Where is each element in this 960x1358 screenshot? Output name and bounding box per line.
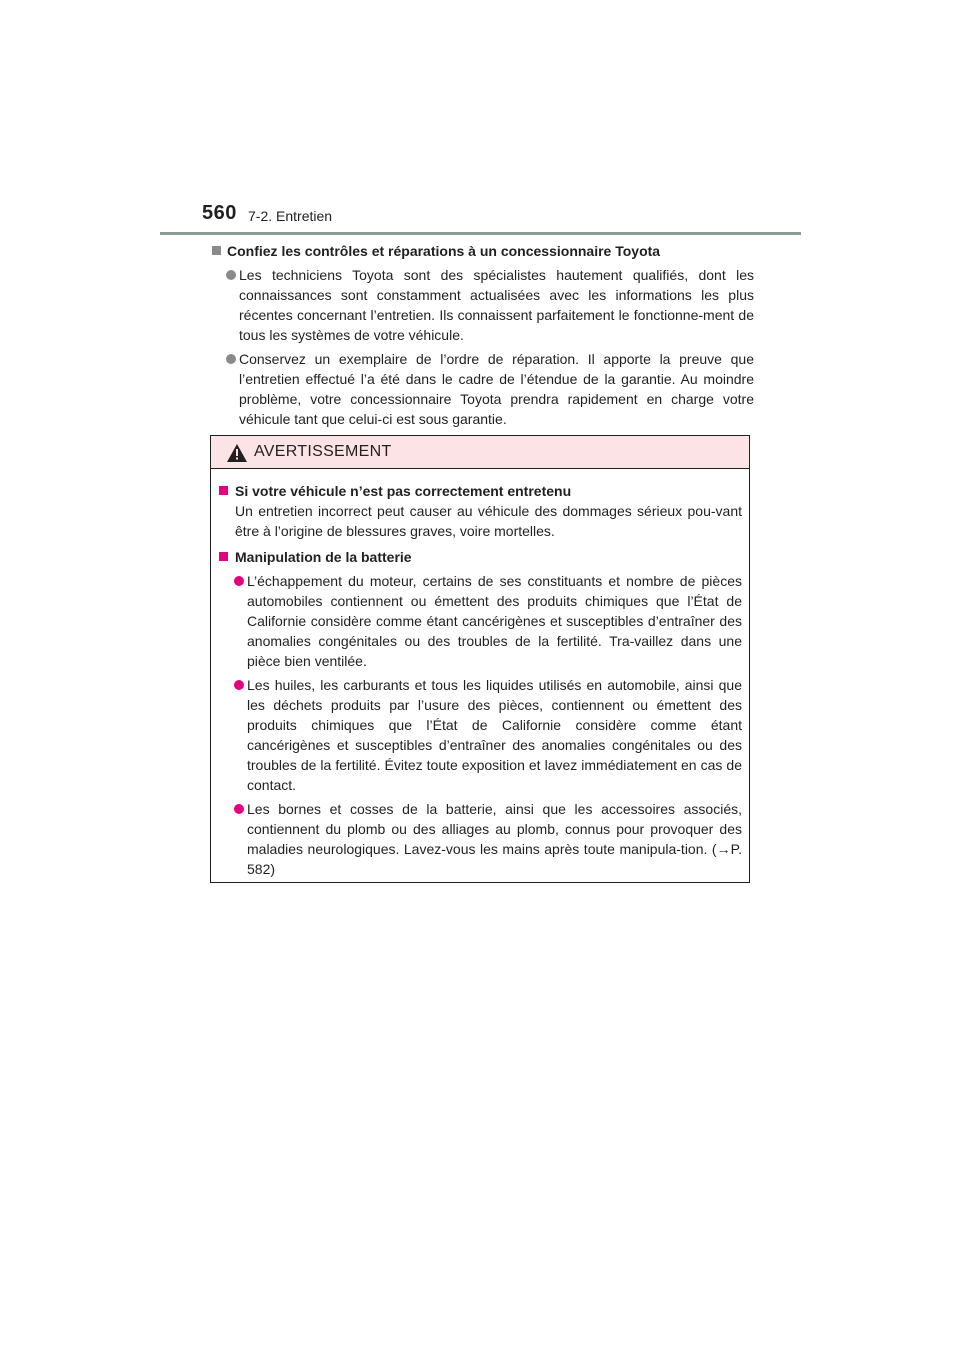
list-item — [210, 265, 754, 345]
warning-item-text: Un entretien incorrect peut causer au véhicule des dommages sérieux pou-vant être à l’origine de blessures graves, voire mortelles. — [235, 503, 742, 539]
warning-item-heading-text: Manipulation de la batterie — [235, 549, 412, 565]
warning-item-heading-text: Si votre véhicule n’est pas correctement entretenu — [235, 483, 572, 499]
square-bullet-icon — [219, 486, 228, 495]
warning-header — [211, 436, 749, 469]
warning-list-item — [218, 571, 742, 671]
header-rule — [160, 232, 801, 235]
round-bullet-icon — [234, 804, 244, 814]
square-bullet-icon — [212, 246, 221, 255]
section-heading-text: Confiez les contrôles et réparations à un concessionnaire Toyota — [227, 243, 661, 259]
warning-item-heading — [218, 481, 742, 501]
round-bullet-icon — [226, 270, 236, 280]
warning-list-item-text: Les huiles, les carburants et tous les liquides utilisés en automobile, ainsi que les déchets produits par l’usure des pièces, contiennent ou émettent des produits chimiques que l’État de Californie considère comme étant cancérigènes et susceptibles d’entraîner des anomalies congénitales ou des troubles de la fertilité. Évitez toute exposition et lavez immédiatement en cas de contact. — [247, 677, 742, 793]
warning-title: AVERTISSEMENT — [254, 443, 392, 460]
section-title: 7-2. Entretien — [248, 208, 333, 224]
warning-triangle-icon — [227, 444, 247, 462]
warning-body — [211, 469, 749, 879]
warning-list-item — [218, 675, 742, 795]
page-header — [202, 202, 802, 234]
square-bullet-icon — [219, 552, 228, 561]
list-item-text: Les techniciens Toyota sont des spécialistes hautement qualifiés, dont les connaissances sont constamment actualisées avec les informations les plus récentes concernant l’entretien. Ils connaissent parfaitement le fonctionne-ment de tous les systèmes de votre véhicule. — [239, 267, 754, 343]
warning-list-item-text: L’échappement du moteur, certains de ses constituants et nombre de pièces automobiles contiennent ou émettent des produits chimiques que l’État de Californie considère comme étant cancérigènes et susceptibles d’entraîner des anomalies congénitales ou des troubles de la fertilité. Tra-vaillez dans une pièce bien ventilée. — [247, 573, 742, 669]
warning-item-heading — [218, 547, 742, 567]
round-bullet-icon — [234, 680, 244, 690]
page-number: 560 — [202, 202, 237, 224]
warning-box — [210, 435, 750, 883]
list-item — [210, 349, 754, 429]
warning-list-item-text: Les bornes et cosses de la batterie, ainsi que les accessoires associés, contiennent du plomb ou des alliages au plomb, connus pour provoquer des maladies neurologiques. Lavez-vous les mains après toute manipula-tion. (→P. 582) — [247, 801, 742, 877]
section-heading — [210, 241, 754, 261]
round-bullet-icon — [234, 576, 244, 586]
warning-list-item — [218, 799, 742, 879]
round-bullet-icon — [226, 354, 236, 364]
list-item-text: Conservez un exemplaire de l’ordre de réparation. Il apporte la preuve que l’entretien effectué l’a été dans le cadre de l’étendue de la garantie. Au moindre problème, votre concessionnaire Toyota prendra rapidement en charge votre véhicule tant que celui-ci est sous garantie. — [239, 351, 754, 427]
main-content — [210, 241, 754, 429]
